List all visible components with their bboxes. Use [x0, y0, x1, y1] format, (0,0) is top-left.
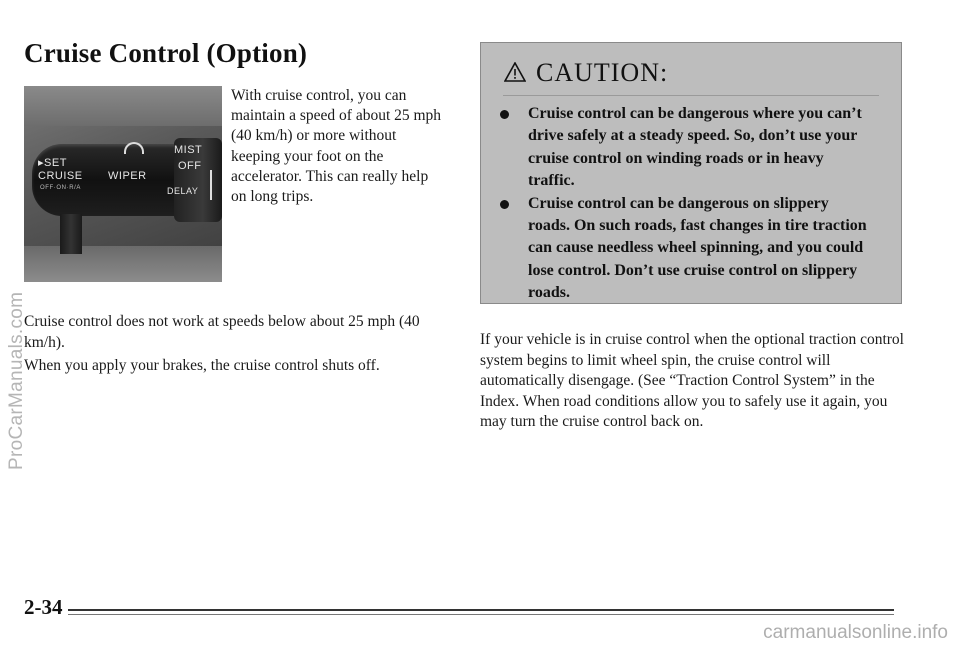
caution-heading-text: CAUTION: — [536, 58, 669, 87]
warning-triangle-icon — [504, 62, 526, 82]
photo-label-mist: MIST — [174, 144, 203, 156]
photo-delay-marker — [210, 170, 212, 200]
brake-paragraph: When you apply your brakes, the cruise control shuts off. — [24, 357, 380, 374]
footer-rule — [68, 609, 894, 611]
photo-dashboard-top — [24, 86, 222, 126]
section-title: Cruise Control (Option) — [24, 38, 308, 68]
side-watermark: ProCarManuals.com — [6, 291, 27, 470]
bottom-watermark: carmanualsonline.info — [763, 622, 948, 643]
intro-paragraph: With cruise control, you can maintain a speed of about 25 mph (40 km/h) or more without keeping your foot on the accelerator. This can really help on long trips. — [231, 87, 442, 206]
footer-rule-thin — [68, 614, 894, 615]
speed-limit-paragraph: Cruise control does not work at speeds below about 25 mph (40 km/h). — [24, 313, 420, 351]
caution-heading — [504, 58, 668, 88]
photo-label-delay: DELAY — [167, 186, 199, 196]
caution-list — [481, 103, 901, 305]
caution-bullet — [481, 103, 901, 193]
page-number: 2-34 — [24, 595, 63, 619]
photo-label-off: OFF — [178, 160, 202, 172]
caution-box — [480, 42, 902, 304]
photo-label-cruise-positions: OFF·ON·R/A — [40, 185, 81, 191]
bullet-dot-icon — [500, 200, 509, 209]
cruise-control-stalk-photo — [24, 86, 222, 282]
photo-label-wiper: WIPER — [108, 170, 147, 182]
caution-bullet-text: Cruise control can be dangerous where you can’t drive safely at a steady speed. So, don’t use your cruise control on winding roads or in heavy traffic. — [528, 105, 862, 190]
caution-divider — [503, 95, 879, 96]
bullet-dot-icon — [500, 110, 509, 119]
photo-dashboard-bottom — [24, 246, 222, 282]
caution-bullet — [481, 193, 901, 305]
caution-bullet-text: Cruise control can be dangerous on slippery roads. On such roads, fast changes in tire traction can cause needless wheel spinning, and you could lose control. Don’t use cruise control on slippery roads. — [528, 194, 867, 302]
page-footer — [24, 595, 894, 619]
photo-label-set: ▸SET — [38, 157, 67, 169]
photo-lever-stem — [60, 214, 82, 254]
traction-control-paragraph: If your vehicle is in cruise control when the optional traction control system begins to limit wheel spin, the cruise control will automatically disengage. (See “Traction Control System” in the Index. When road conditions allow you to safely use it again, you may turn the cruise control back on. — [480, 331, 904, 430]
photo-label-cruise: CRUISE — [38, 170, 83, 182]
